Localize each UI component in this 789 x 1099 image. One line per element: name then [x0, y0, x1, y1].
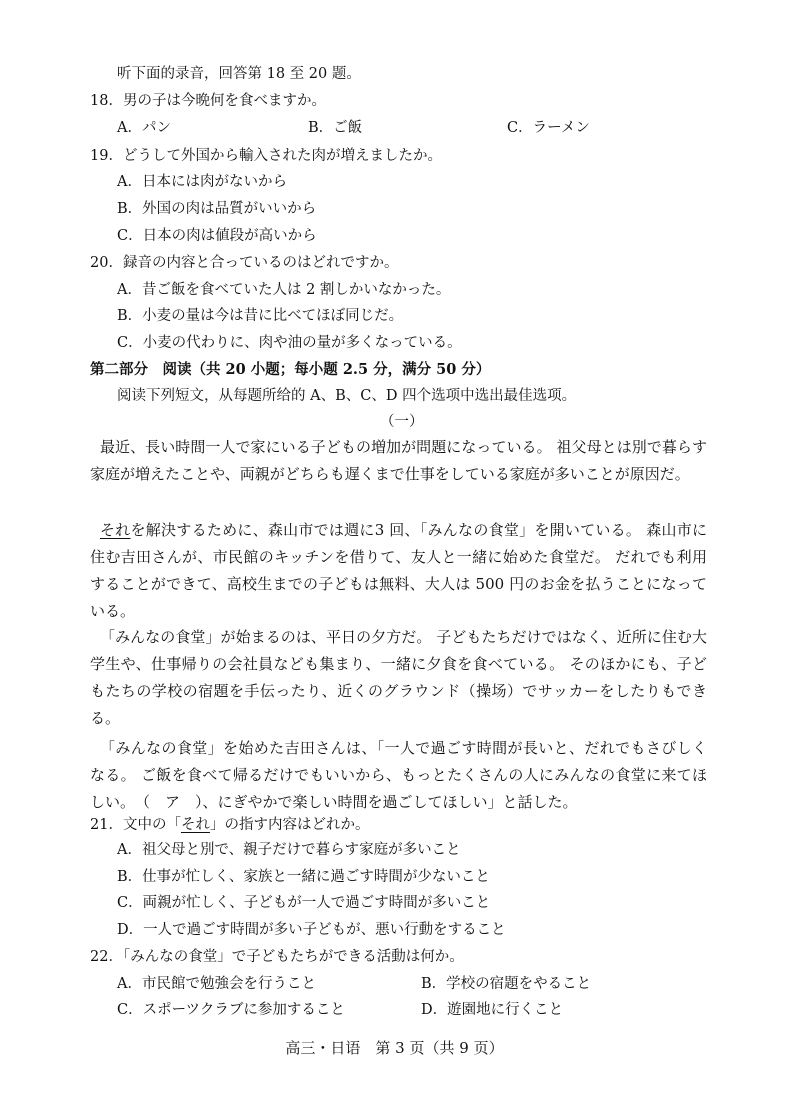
question-21-option-c: C．両親が忙しく、子どもが一人で過ごす時間が多いこと: [117, 895, 491, 911]
question-22-option-a: A．市民館で勉強会を行うこと: [117, 976, 316, 992]
question-22-option-c: C．スポーツクラブに参加すること: [117, 1002, 345, 1018]
question-22-option-d: D．遊園地に行くこと: [421, 1002, 564, 1018]
question-19-stem: 19．どうして外国から輸入された肉が増えましたか。: [90, 148, 442, 164]
question-21-stem-prefix: 21．文中の「: [90, 817, 181, 833]
question-20-option-b: B．小麦の量は今は昔に比べてほぼ同じだ。: [117, 308, 404, 324]
question-21-underlined-sore: それ: [180, 817, 210, 833]
question-19-option-a: A．日本には肉がないから: [117, 174, 287, 190]
question-21-stem-suffix: 」の指す内容はどれか。: [209, 817, 370, 833]
question-20-option-c: C．小麦の代わりに、肉や油の量が多くなっている。: [117, 335, 462, 351]
question-22-option-b: B．学校の宿題をやること: [421, 976, 592, 992]
question-18-option-b: B．ご飯: [308, 120, 363, 136]
passage-paragraph-1: 最近、長い時間一人で家にいる子どもの増加が問題になっている。 祖父母とは別で暮らす家庭が増えたことや、両親がどちらも遅くまで仕事をしている家庭が多いことが原因だ。: [90, 438, 707, 483]
question-19-option-b: B．外国の肉は品質がいいから: [117, 201, 317, 217]
passage-number: （一）: [380, 414, 424, 430]
question-21-option-b: B．仕事が忙しく、家族と一緒に過ごす時間が少ないこと: [117, 869, 490, 885]
question-19-option-c: C．日本の肉は値段が高いから: [117, 228, 317, 244]
passage-paragraph-4: 「みんなの食堂」を始めた吉田さんは、「一人で過ごす時間が長いと、だれでもさびしくなる。 ご飯を食べて帰るだけでもいいから、もっとたくさんの人にみんなの食堂に来てほしい。 （ ア ）、にぎやかで楽しい時間を過ごしてほしい」と話した。: [90, 739, 707, 811]
question-21-option-a: A．祖父母と別で、親子だけで暮らす家庭が多いこと: [117, 842, 461, 858]
question-21-option-d: D．一人で過ごす時間が多い子どもが、悪い行動をすること: [117, 922, 506, 938]
page-footer: 高三・日语 第 3 页（共 9 页）: [285, 1039, 504, 1057]
question-18-option-c: C．ラーメン: [507, 120, 590, 136]
question-18-stem: 18．男の子は今晩何を食べますか。: [90, 93, 326, 109]
underlined-sore: それ: [100, 521, 131, 539]
section-2-title: 第二部分 阅读（共 20 小题；每小题 2.5 分，满分 50 分）: [90, 361, 491, 378]
question-20-stem: 20．録音の内容と合っているのはどれですか。: [90, 255, 399, 271]
question-18-option-a: A．パン: [117, 120, 171, 136]
passage-paragraph-2-text: を解決するために、森山市では週に3 回、「みんなの食堂」を開いている。 森山市に住む吉田さんが、市民館のキッチンを借りて、友人と一緒に始めた食堂だ。 だれでも利用することができて、高校生までの子どもは無料、大人は 500 円のお金を払うことになっている。: [90, 521, 707, 620]
section-2-instruction: 阅读下列短文，从每题所给的 A、B、C、D 四个选项中选出最佳选项。: [117, 388, 577, 404]
question-22-stem: 22．「みんなの食堂」で子どもたちができる活動は何か。: [90, 949, 464, 965]
question-21-stem: [90, 815, 369, 835]
question-20-option-a: A．昔ご飯を食べていた人は 2 割しかいなかった。: [117, 282, 451, 298]
passage-paragraph-3: 「みんなの食堂」が始まるのは、平日の夕方だ。 子どもたちだけではなく、近所に住む大学生や、仕事帰りの会社員なども集まり、一緒に夕食を食べている。 そのほかにも、子どもたちの学校の宿題を手伝ったり、近くのグラウンド（操场）でサッカーをしたりもできる。: [90, 628, 707, 727]
listening-instruction: 听下面的录音，回答第 18 至 20 题。: [117, 66, 361, 82]
passage-paragraph-2: [90, 517, 707, 625]
